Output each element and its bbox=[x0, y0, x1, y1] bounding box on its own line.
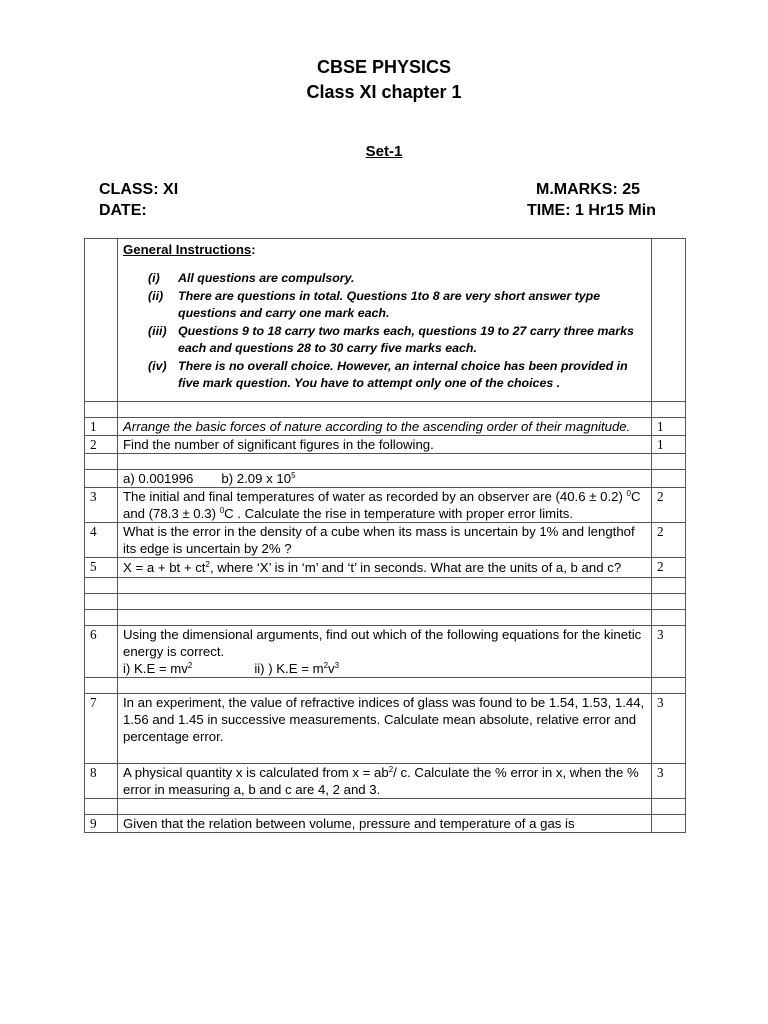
instruction-item: (i) All questions are compulsory. bbox=[148, 271, 355, 285]
question-row-1 bbox=[85, 417, 686, 435]
question-marks: 1 bbox=[652, 417, 686, 435]
instruction-item: (iv) There is no overall choice. However, an internal choice has been provided in five mark question. You have to attempt only one of the choices . bbox=[148, 358, 628, 390]
class-value: XI bbox=[163, 181, 179, 198]
date-label: DATE: bbox=[99, 202, 147, 219]
question-row-8 bbox=[85, 763, 686, 798]
question-marks: 1 bbox=[652, 435, 686, 453]
spacer-row bbox=[85, 453, 686, 469]
instruction-item: (ii) There are questions in total. Questions 1to 8 are very short answer type questions and carry one mark each. bbox=[148, 288, 601, 320]
questions-table bbox=[84, 238, 686, 833]
instructions-cell bbox=[118, 239, 652, 402]
class-info bbox=[99, 181, 178, 199]
question-number: 9 bbox=[85, 814, 118, 832]
marks-label: M.MARKS: bbox=[536, 181, 618, 198]
question-marks: 3 bbox=[652, 693, 686, 763]
marks-value: 25 bbox=[622, 181, 641, 198]
date-info bbox=[99, 202, 147, 220]
question-text: A physical quantity x is calculated from $x = ab^2/$ c. Calculate the % error in x, when the % error in measuring a, b and c are 4, 2 and 3. bbox=[118, 763, 652, 798]
question-text: In an experiment, the value of refractive indices of glass was found to be 1.54, 1.53, 1.44, 1.56 and 1.45 in successive measurements. Calculate mean absolute, relative error and percentage error. bbox=[118, 693, 652, 763]
question-row-9 bbox=[85, 814, 686, 832]
time-label: TIME: bbox=[527, 202, 571, 219]
class-label: CLASS: bbox=[99, 181, 159, 198]
question-row-2-parts bbox=[85, 469, 686, 487]
spacer-row bbox=[85, 677, 686, 693]
question-row-6 bbox=[85, 625, 686, 677]
question-marks: 2 bbox=[652, 522, 686, 557]
spacer-row bbox=[85, 401, 686, 417]
question-number: 2 bbox=[85, 435, 118, 453]
question-marks: 2 bbox=[652, 557, 686, 577]
question-marks: 3 bbox=[652, 625, 686, 677]
question-text: Find the number of significant figures in the following. bbox=[118, 435, 652, 453]
question-number: 4 bbox=[85, 522, 118, 557]
question-number: 6 bbox=[85, 625, 118, 677]
question-text: The initial and final temperatures of water as recorded by an observer are (40.6 ± 0.2) $^0$C and (78.3 ± 0.3) $^0$C . Calculate the rise in temperature with proper error limits. bbox=[118, 487, 652, 522]
part-b: b) 2.09 x 10 bbox=[221, 470, 292, 486]
question-number: 5 bbox=[85, 557, 118, 577]
question-marks: 2 bbox=[652, 487, 686, 522]
set-label: Set-1 bbox=[365, 143, 403, 160]
question-row-7 bbox=[85, 693, 686, 763]
instructions-row bbox=[85, 239, 686, 402]
instruction-item: (iii) Questions 9 to 18 carry two marks each, questions 19 to 27 carry three marks each and questions 28 to 30 carry five marks each. bbox=[148, 323, 634, 355]
question-options: i) $K.E = mv^2$ ii) ) $K.E = m^2v^3$ bbox=[123, 660, 340, 676]
question-text: X = a + bt + $ct^2$, where ‘X’ is in ‘m’ and ‘t’ in seconds. What are the units of a, b and c? bbox=[118, 557, 652, 577]
time-value: 1 Hr15 Min bbox=[575, 202, 656, 219]
question-parts: a) 0.001996 b) 2.09 x $10^5$ bbox=[118, 469, 652, 487]
document-title: CBSE PHYSICS bbox=[316, 57, 452, 77]
document-subtitle: Class XI chapter 1 bbox=[306, 82, 462, 102]
spacer-row bbox=[85, 609, 686, 625]
question-text: What is the error in the density of a cube when its mass is uncertain by 1% and lengthof its edge is uncertain by 2% ? bbox=[118, 522, 652, 557]
question-row-3 bbox=[85, 487, 686, 522]
question-row-5 bbox=[85, 557, 686, 577]
part-a: a) 0.001996 bbox=[123, 470, 194, 486]
question-marks: 3 bbox=[652, 763, 686, 798]
instructions-list bbox=[123, 270, 646, 393]
question-text: Using the dimensional arguments, find out which of the following equations for the kinetic energy is correct. i) $K.E = mv^2$ ii) ) $K.E = m^2v^3$ bbox=[118, 625, 652, 677]
time-info bbox=[527, 202, 656, 220]
spacer-row bbox=[85, 798, 686, 814]
question-number: 8 bbox=[85, 763, 118, 798]
instructions-heading: General Instructions: bbox=[123, 242, 256, 257]
question-row-2 bbox=[85, 435, 686, 453]
marks-info bbox=[536, 181, 640, 199]
question-number: 7 bbox=[85, 693, 118, 763]
question-row-4 bbox=[85, 522, 686, 557]
question-number: 3 bbox=[85, 487, 118, 522]
spacer-row bbox=[85, 577, 686, 593]
question-text: Given that the relation between volume, pressure and temperature of a gas is bbox=[118, 814, 652, 832]
question-number: 1 bbox=[85, 417, 118, 435]
spacer-row bbox=[85, 593, 686, 609]
question-text: Arrange the basic forces of nature according to the ascending order of their magnitude. bbox=[118, 417, 652, 435]
